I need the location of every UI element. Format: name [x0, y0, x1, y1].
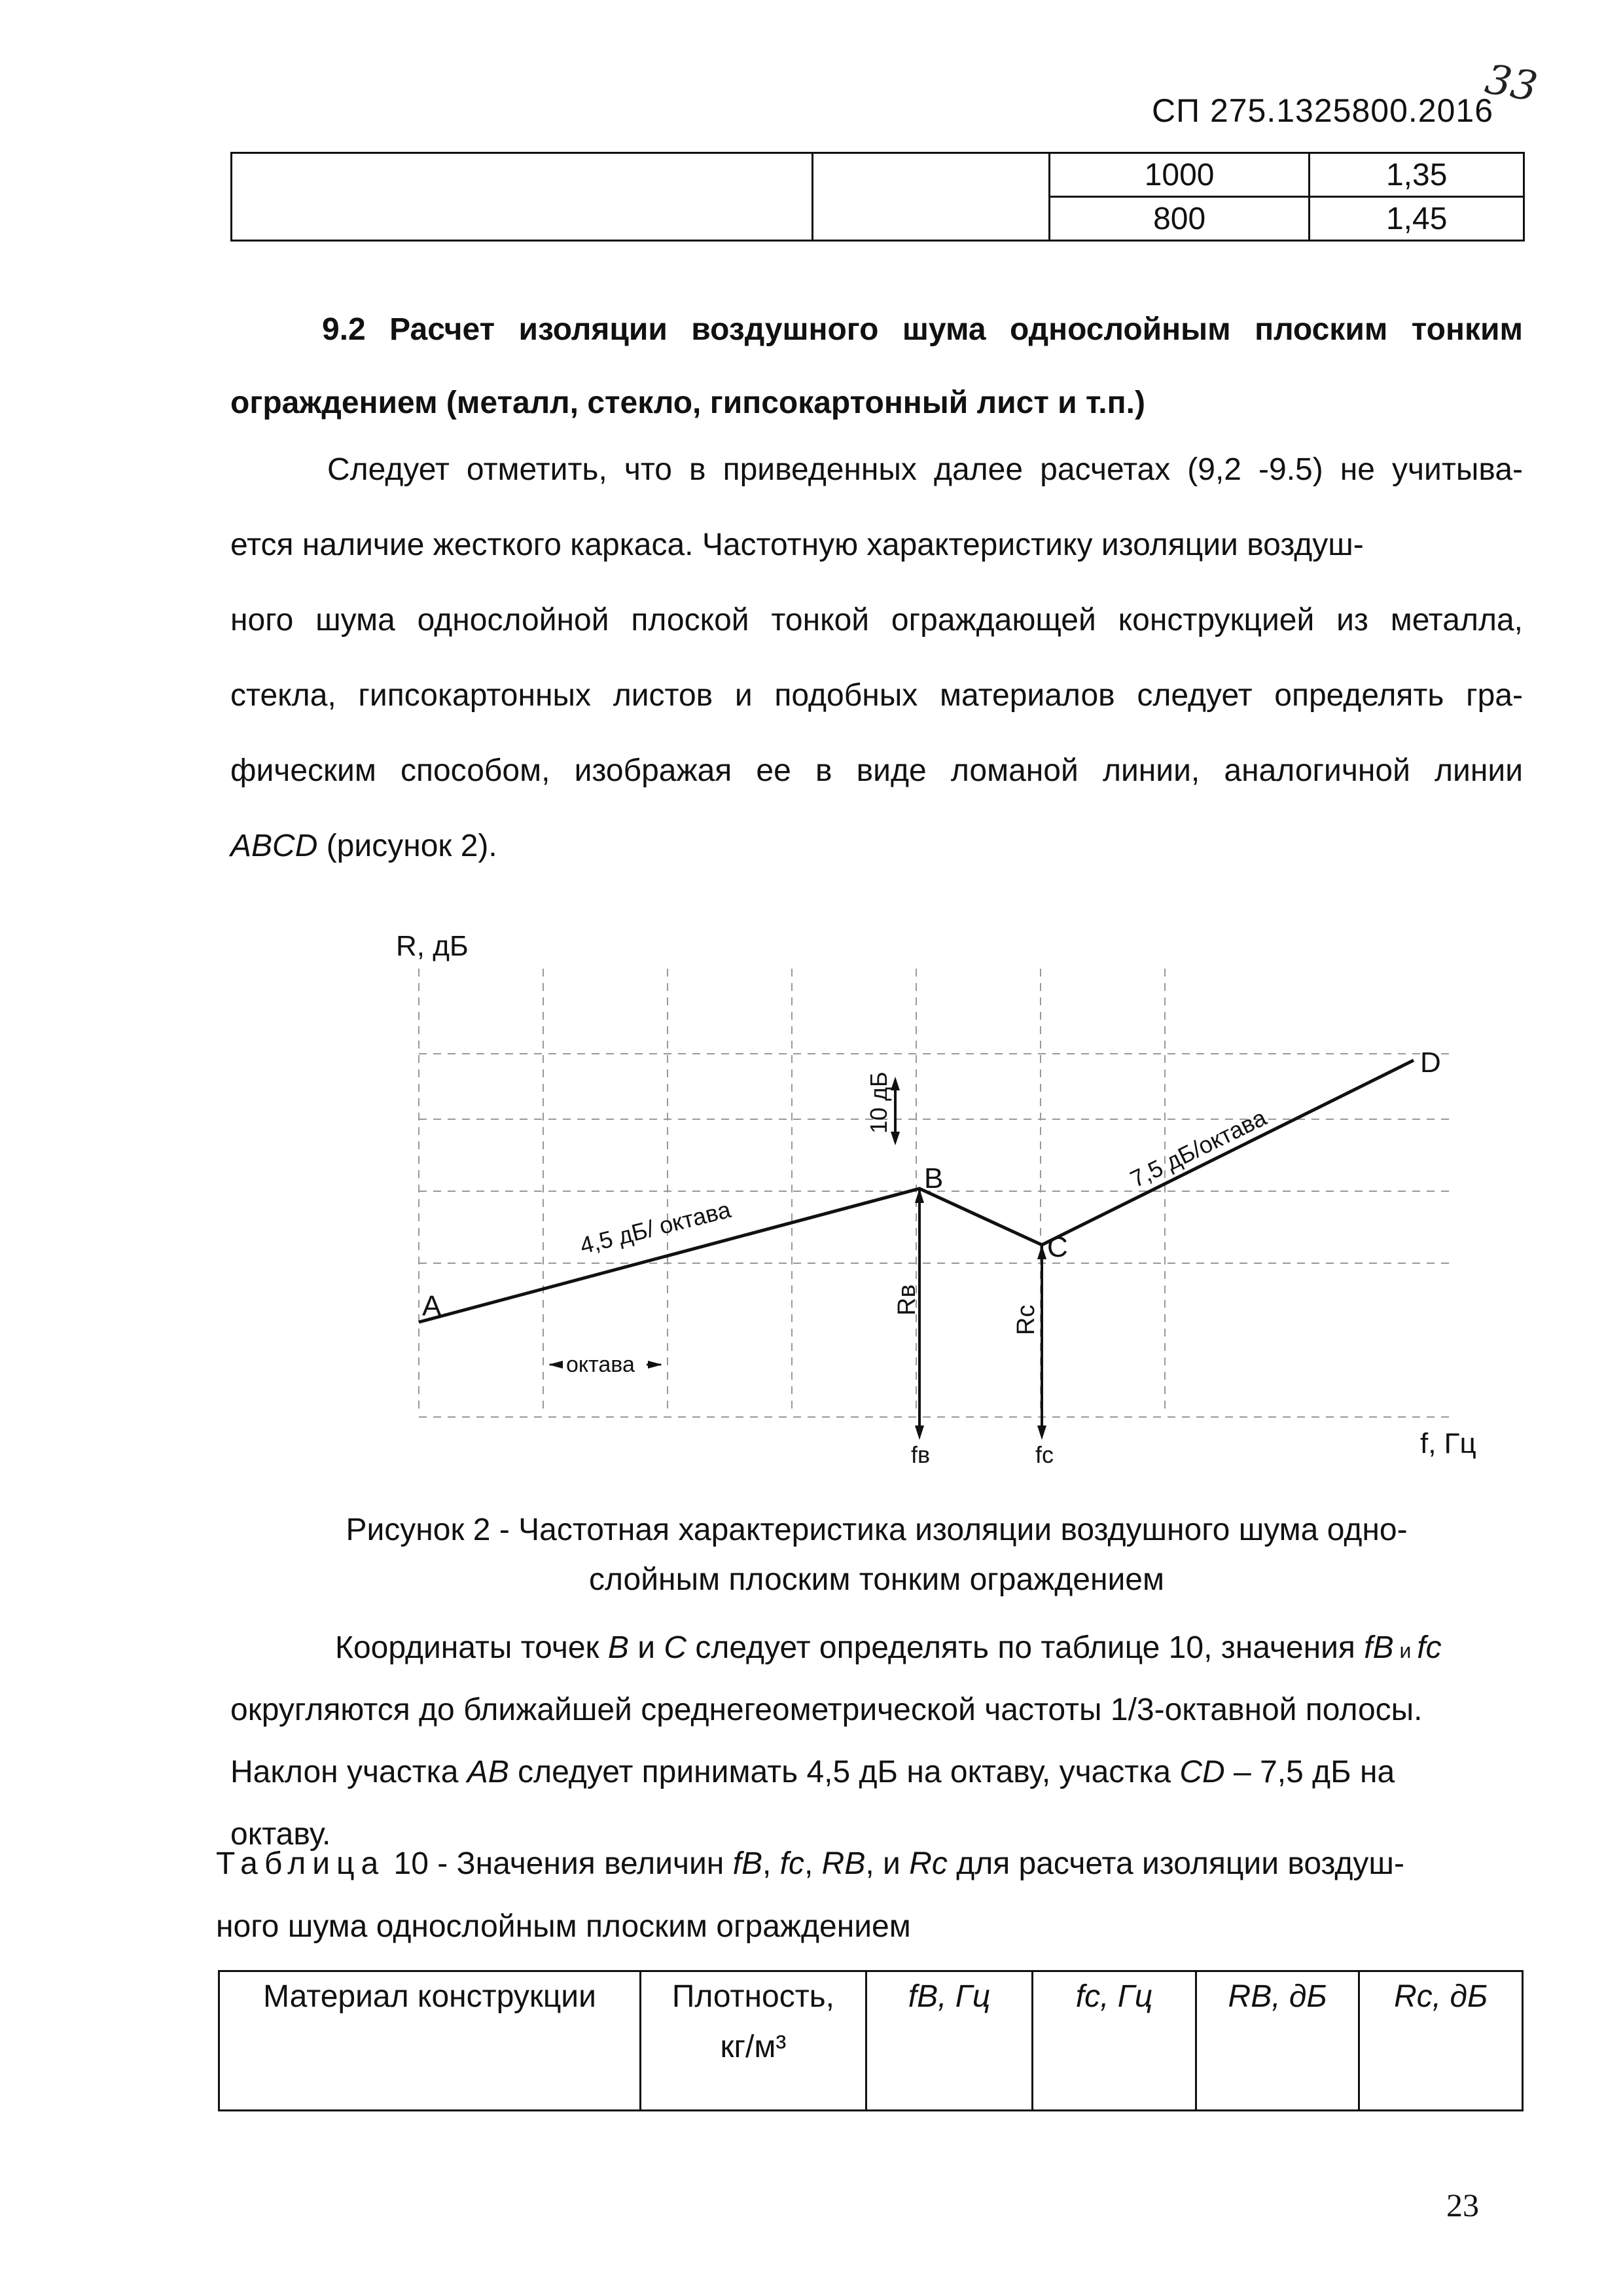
section-heading [230, 293, 1523, 440]
header-rb: RB, дБ [1196, 1971, 1359, 2111]
text-line: округляются до ближайшей среднегеометрической частоты 1/3-октавной полосы. [230, 1693, 1423, 1727]
table-cell: 1000 [1049, 153, 1310, 197]
text-line: стекла, гипсокартонных листов и подобных материалов следует определять гра- [230, 678, 1523, 713]
octave-label: октава [566, 1352, 635, 1377]
fc-label: fc [1035, 1441, 1054, 1468]
document-code: СП 275.1325800.2016 [1152, 92, 1494, 129]
header-rc: Rc, дБ [1359, 1971, 1523, 2111]
point-d-label: D [1420, 1047, 1441, 1079]
italic-text: ABCD [230, 829, 318, 863]
text-line: Координаты точек B и C следует определять по таблице 10, значения fB и fc [335, 1630, 1442, 1665]
text-line: Следует отметить, что в приведенных далее расчетах (9,2 -9.5) не учитыва- [327, 452, 1523, 487]
rc-label: Rc [1012, 1304, 1040, 1335]
table-cell: 1,45 [1310, 197, 1524, 241]
text-line: ного шума однослойным плоским ограждением [216, 1909, 911, 1944]
table-cell: 1,35 [1310, 153, 1524, 197]
table-row [232, 153, 1524, 197]
text-line: фическим способом, изображая ее в виде ломаной линии, аналогичной линии [230, 753, 1523, 788]
handwritten-page-number: 33 [1482, 54, 1541, 111]
point-c-label: C [1047, 1231, 1068, 1263]
text-line: ется наличие жесткого каркаса. Частотную характеристику изоляции воздуш- [230, 528, 1364, 562]
table-cell [813, 153, 1049, 241]
table-10 [218, 1970, 1524, 2111]
rb-label: Rв [893, 1284, 921, 1316]
text-line: Наклон участка AB следует принимать 4,5 дБ на октаву, участка CD – 7,5 дБ на [230, 1755, 1395, 1789]
page-number: 23 [1446, 2187, 1479, 2223]
text: (рисунок 2). [317, 829, 497, 863]
text-line [230, 828, 497, 864]
point-a-label: A [422, 1290, 442, 1322]
table-cell: 800 [1049, 197, 1310, 241]
x-axis-label: f, Гц [1420, 1427, 1476, 1460]
text-line: октаву. [230, 1817, 331, 1852]
r-markers [895, 1080, 1042, 1433]
figure-caption [230, 1505, 1523, 1605]
arrows [548, 1077, 1046, 1440]
top-table [230, 152, 1525, 242]
frequency-response-figure [366, 936, 1492, 1473]
slope-ab-label: 4,5 дБ/ октава [577, 1195, 734, 1259]
point-b-label: B [924, 1162, 944, 1194]
caption-line: слойным плоским тонким ограждением [589, 1562, 1164, 1597]
y-axis-label: R, дБ [396, 936, 469, 962]
fb-label: fв [911, 1441, 931, 1468]
header-fb: fB, Гц [866, 1971, 1033, 2111]
text-line: Таблица 10 - Значения величин fB, fc, RB, и Rc для расчета изоляции воздуш- [216, 1846, 1404, 1881]
text-line: ного шума однослойной плоской тонкой ограждающей конструкцией из металла, [230, 603, 1523, 637]
caption-line: Рисунок 2 - Частотная характеристика изоляции воздушного шума одно- [346, 1513, 1408, 1547]
header-fc: fc, Гц [1033, 1971, 1196, 2111]
table-cell [232, 153, 813, 241]
slope-cd-label: 7,5 дБ/октава [1126, 1103, 1271, 1193]
header-density: Плотность, кг/м³ [641, 1971, 866, 2111]
scale-10db-label: 10 дБ [865, 1071, 892, 1134]
header-material: Материал конструкции [219, 1971, 641, 2111]
heading-line: ограждением (металл, стекло, гипсокартонный лист и т.п.) [230, 386, 1145, 420]
table-title [216, 1833, 1525, 1958]
table-header-row [219, 1971, 1523, 2111]
heading-line: 9.2 Расчет изоляции воздушного шума однослойным плоским тонким [322, 312, 1523, 347]
